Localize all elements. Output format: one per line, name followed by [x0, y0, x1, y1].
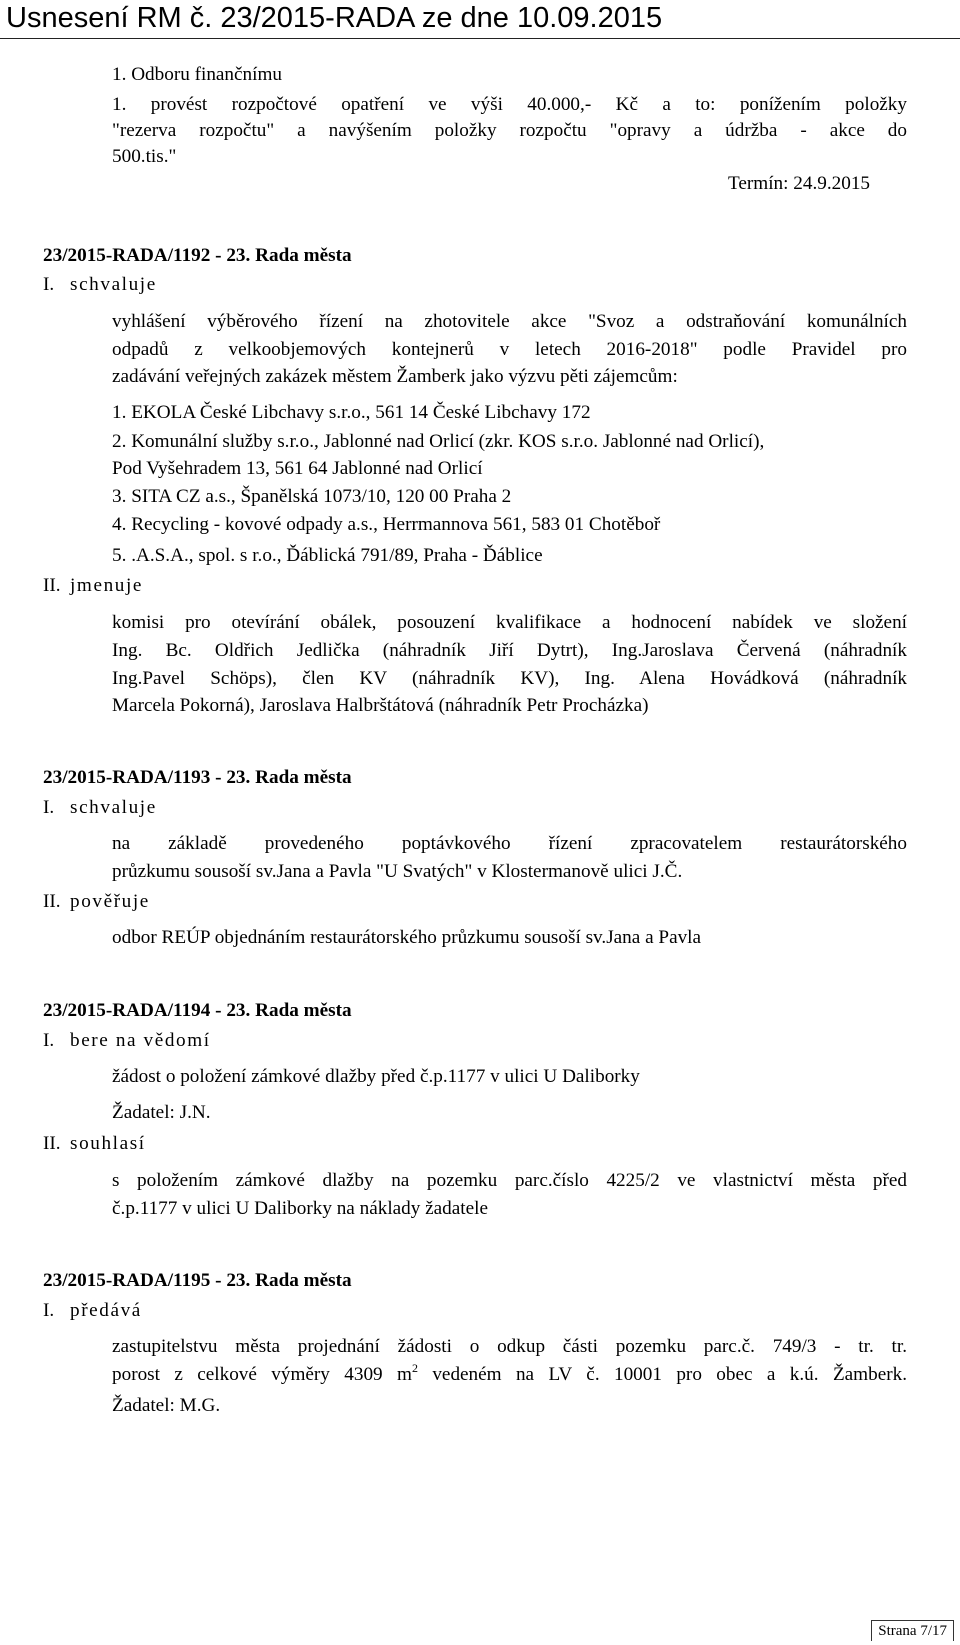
section-roman: II. [43, 891, 61, 912]
paragraph-line: na základě provedeného poptávkového řízení zpracovatelem restaurátorského [112, 833, 907, 854]
text-span: porost z celkové výměry 4309 m [112, 1364, 412, 1385]
deadline-text: Termín: 24.9.2015 [728, 173, 871, 194]
list-item: 5. .A.S.A., spol. s r.o., Ďáblická 791/89, Praha - Ďáblice [112, 545, 543, 566]
text-span: vedeném na LV č. 10001 pro obec a k.ú. Žamberk. [417, 1364, 907, 1385]
section-verb: pověřuje [70, 891, 150, 912]
section-verb: předává [70, 1300, 142, 1321]
paragraph-line: s položením zámkové dlažby na pozemku parc.číslo 4225/2 ve vlastnictví města před [112, 1170, 907, 1191]
paragraph-line: odbor REÚP objednáním restaurátorského průzkumu sousoší sv.Jana a Pavla [112, 927, 702, 948]
paragraph-line: 1. provést rozpočtové opatření ve výši 40.000,- Kč a to: ponížením položky [112, 94, 907, 115]
resolution-heading: 23/2015-RADA/1192 - 23. Rada města [43, 245, 352, 266]
page-title: Usnesení RM č. 23/2015-RADA ze dne 10.09.2015 [0, 0, 960, 39]
resolution-heading: 23/2015-RADA/1194 - 23. Rada města [43, 1000, 352, 1021]
paragraph-line: zadávání veřejných zakázek městem Žamberk jako výzvu pěti zájemcům: [112, 366, 678, 387]
list-item: 4. Recycling - kovové odpady a.s., Herrmannova 561, 583 01 Chotěboř [112, 514, 661, 535]
section-roman: II. [43, 1133, 61, 1154]
superscript: 2 [411, 1361, 418, 1375]
paragraph-line: odpadů z velkoobjemových kontejnerů v letech 2016-2018" podle Pravidel pro [112, 339, 907, 360]
list-item: 2. Komunální služby s.r.o., Jablonné nad Orlicí (zkr. KOS s.r.o. Jablonné nad Orlicí), [112, 431, 765, 452]
section-verb: jmenuje [70, 575, 144, 596]
paragraph-line: 500.tis." [112, 146, 177, 167]
resolution-heading: 23/2015-RADA/1193 - 23. Rada města [43, 767, 352, 788]
page-number: Strana 7/17 [871, 1620, 954, 1641]
paragraph-line: komisi pro otevírání obálek, posouzení kvalifikace a hodnocení nabídek ve složení [112, 612, 907, 633]
list-item: Pod Vyšehradem 13, 561 64 Jablonné nad Orlicí [112, 458, 483, 479]
section-verb: bere na vědomí [70, 1030, 211, 1051]
list-item: 1. EKOLA České Libchavy s.r.o., 561 14 České Libchavy 172 [112, 402, 591, 423]
section-verb: schvaluje [70, 274, 157, 295]
section-roman: II. [43, 575, 61, 596]
resolution-heading: 23/2015-RADA/1195 - 23. Rada města [43, 1270, 352, 1291]
section-roman: I. [43, 1030, 55, 1051]
paragraph-line: Ing.Pavel Schöps), člen KV (náhradník KV), Ing. Alena Hovádková (náhradník [112, 668, 907, 689]
section-roman: I. [43, 1300, 55, 1321]
paragraph-line: průzkumu sousoší sv.Jana a Pavla "U Svatých" v Klostermanově ulici J.Č. [112, 861, 683, 882]
paragraph-line: Marcela Pokorná), Jaroslava Halbrštátová (náhradník Petr Procházka) [112, 695, 649, 716]
paragraph-line: č.p.1177 v ulici U Daliborky na náklady žadatele [112, 1198, 488, 1219]
section-roman: I. [43, 797, 55, 818]
section-verb: souhlasí [70, 1133, 146, 1154]
paragraph-line: zastupitelstvu města projednání žádosti o odkup části pozemku parc.č. 749/3 - tr. tr. [112, 1336, 907, 1357]
paragraph-line: "rezerva rozpočtu" a navýšením položky rozpočtu "opravy a údržba - akce do [112, 120, 907, 141]
applicant-text: Žadatel: J.N. [112, 1102, 211, 1123]
applicant-text: Žadatel: M.G. [112, 1395, 221, 1416]
paragraph-line: vyhlášení výběrového řízení na zhotovitele akce "Svoz a odstraňování komunálních [112, 311, 907, 332]
list-item: 3. SITA CZ a.s., Španělská 1073/10, 120 00 Praha 2 [112, 486, 512, 507]
paragraph-line: Ing. Bc. Oldřich Jedlička (náhradník Jiří Dytrt), Ing.Jaroslava Červená (náhradník [112, 640, 907, 661]
paragraph-line: žádost o položení zámkové dlažby před č.p.1177 v ulici U Daliborky [112, 1066, 640, 1087]
section-roman: I. [43, 274, 55, 295]
section-heading-finance: 1. Odboru finančnímu [112, 64, 282, 85]
paragraph-line [112, 1361, 907, 1386]
section-verb: schvaluje [70, 797, 157, 818]
